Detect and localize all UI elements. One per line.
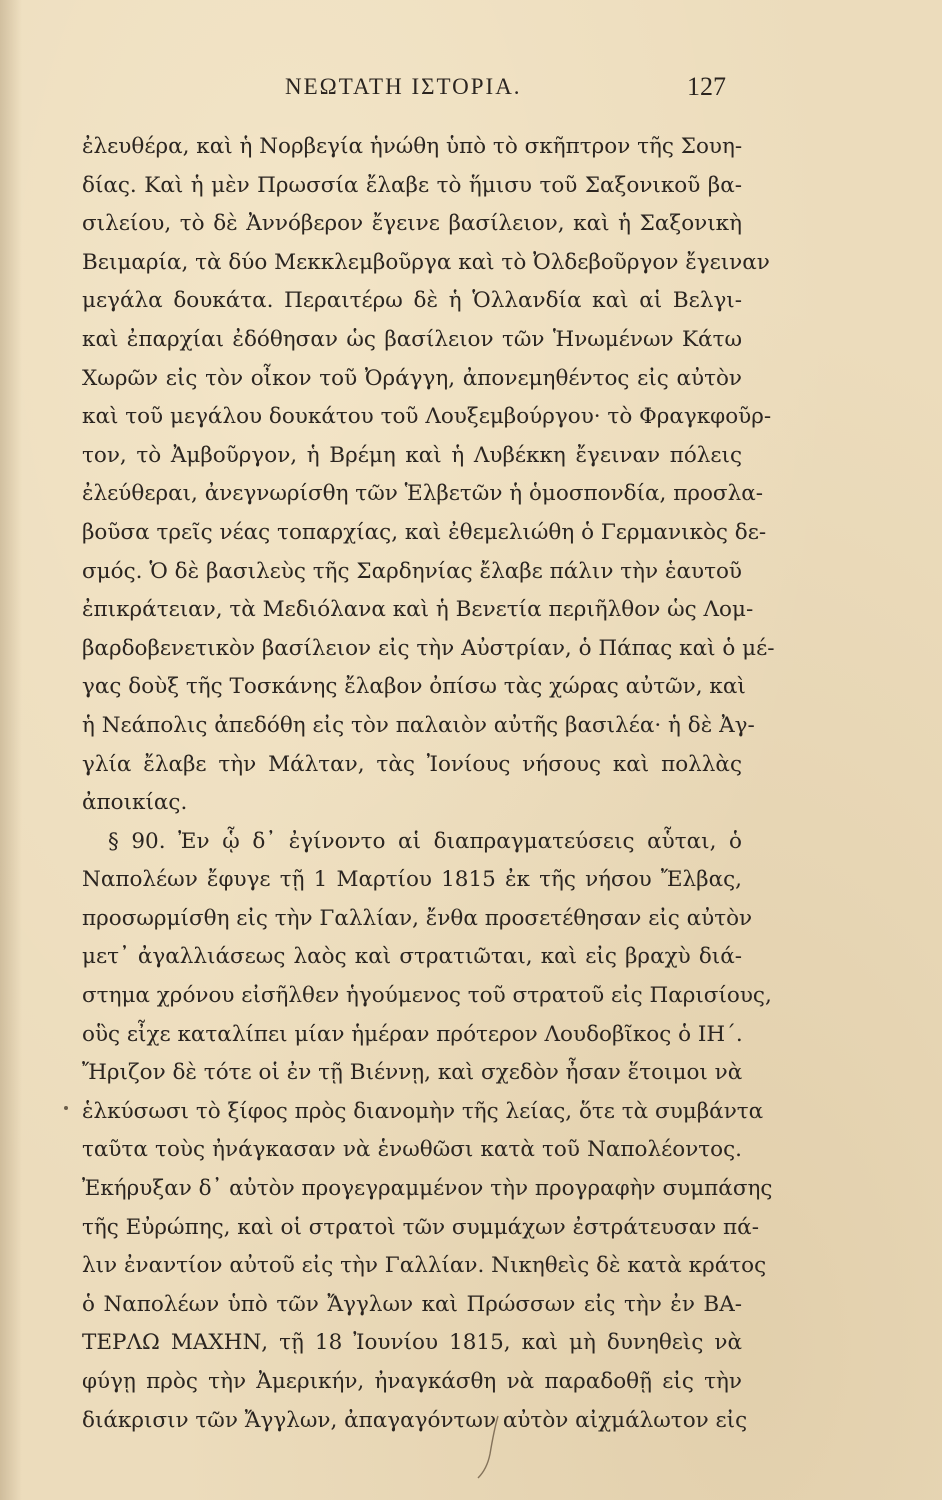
text-line: ὁ Ναπολέων ὑπὸ τῶν Ἄγγλων καὶ Πρώσσων εἰς τὴν ἐν ΒΑ- <box>82 1291 742 1317</box>
text-line: ἐλευθέρα, καὶ ἡ Νορβεγία ἡνώθη ὑπὸ τὸ σκῆπτρον τῆς Σουη- <box>82 134 743 159</box>
text-line: στημα χρόνου εἰσῆλθεν ἡγούμενος τοῦ στρατοῦ εἰς Παρισίους, <box>82 983 772 1009</box>
text-line: καὶ τοῦ μεγάλου δουκάτου τοῦ Λουξεμβούργου· τὸ Φραγκφοῦρ- <box>82 404 772 430</box>
text-line: γλία ἔλαβε τὴν Μάλταν, τὰς Ἰονίους νήσους καὶ πολλὰς <box>82 751 742 777</box>
text-line: Χωρῶν εἰς τὸν οἶκον τοῦ Ὀράγγη, ἀπονεμηθέντος εἰς αὐτὸν <box>82 365 742 391</box>
text-line: δίας. Καὶ ἡ μὲν Πρωσσία ἔλαβε τὸ ἥμισυ τοῦ Σαξονικοῦ βα- <box>82 172 742 198</box>
text-line: Ἐκήρυξαν δ᾽ αὐτὸν προγεγραμμένον τὴν προγραφὴν συμπάσης <box>82 1176 773 1202</box>
text-line: διάκρισιν τῶν Ἄγγλων, ἀπαγαγόντων αὐτὸν αἰχμάλωτον εἰς <box>82 1407 748 1433</box>
text-line: φύγῃ πρὸς τὴν Ἀμερικήν, ἠναγκάσθη νὰ παραδοθῇ εἰς τὴν <box>82 1369 742 1394</box>
text-line: ἐπικράτειαν, τὰ Μεδιόλανα καὶ ἡ Βενετία περιῆλθον ὡς Λομ- <box>82 597 754 623</box>
text-line: βαρδοβενετικὸν βασίλειον εἰς τὴν Αὐστρίαν, ὁ Πάπας καὶ ὁ μέ- <box>82 635 775 661</box>
running-head <box>0 74 942 110</box>
text-line: λιν ἐναντίον αὐτοῦ εἰς τὴν Γαλλίαν. Νικηθεὶς δὲ κατὰ κράτος <box>82 1253 767 1279</box>
text-line: οὓς εἶχε καταλίπει μίαν ἡμέραν πρότερον Λουδοβῖκος ὁ ΙΗ΄. <box>82 1021 743 1047</box>
text-line: Βειμαρία, τὰ δύο Μεκκλεμβοῦργα καὶ τὸ Ὀλδεβοῦργον ἔγειναν <box>82 249 770 275</box>
text-line: βοῦσα τρεῖς νέας τοπαρχίας, καὶ ἐθεμελιώθη ὁ Γερμανικὸς δε- <box>82 519 767 545</box>
text-line: ΤΕΡΛΩ ΜΑΧΗΝ, τῇ 18 Ἰουνίου 1815, καὶ μὴ δυνηθεὶς νὰ <box>82 1330 742 1356</box>
text-line: τῆς Εὐρώπης, καὶ οἱ στρατοὶ τῶν συμμάχων ἐστράτευσαν πά- <box>82 1214 759 1240</box>
text-line: ἡ Νεάπολις ἀπεδόθη εἰς τὸν παλαιὸν αὐτῆς βασιλέα· ἡ δὲ Ἀγ- <box>82 712 755 738</box>
section-heading-line: § 90. Ἐν ᾧ δ᾽ ἐγίνοντο αἱ διαπραγματεύσεις αὗται, ὁ <box>108 828 742 854</box>
text-line: ἐλεύθεραι, ἀνεγνωρίσθη τῶν Ἑλβετῶν ἡ ὁμοσπονδία, προσλα- <box>82 481 763 507</box>
pencil-stroke-mark <box>470 1412 510 1482</box>
body-text <box>82 128 775 1440</box>
text-line: καὶ ἐπαρχίαι ἐδόθησαν ὡς βασίλειον τῶν Ἡνωμένων Κάτω <box>82 326 742 352</box>
text-line: μετ᾽ ἀγαλλιάσεως λαὸς καὶ στρατιῶται, καὶ εἰς βραχὺ διά- <box>82 944 742 970</box>
text-line: τον, τὸ Ἀμβοῦργον, ἡ Βρέμη καὶ ἡ Λυβέκκη ἔγειναν πόλεις <box>82 442 742 468</box>
paragraph-end-line: ἀποικίας. <box>82 790 188 816</box>
text-line: Ναπολέων ἔφυγε τῇ 1 Μαρτίου 1815 ἐκ τῆς νήσου Ἔλβας, <box>82 867 742 893</box>
text-line: ταῦτα τοὺς ἠνάγκασαν νὰ ἑνωθῶσι κατὰ τοῦ Ναπολέοντος. <box>82 1137 742 1163</box>
text-line: σμός. Ὁ δὲ βασιλεὺς τῆς Σαρδηνίας ἔλαβε πάλιν τὴν ἑαυτοῦ <box>82 558 742 584</box>
text-line: σιλείου, τὸ δὲ Ἀννόβερον ἔγεινε βασίλειον, καὶ ἡ Σαξονικὴ <box>82 211 742 237</box>
text-line: Ἤριζον δὲ τότε οἱ ἐν τῇ Βιέννῃ, καὶ σχεδὸν ἦσαν ἕτοιμοι νὰ <box>82 1060 743 1086</box>
page-number: 127 <box>687 72 726 101</box>
text-line: ἑλκύσωσι τὸ ξίφος πρὸς διανομὴν τῆς λείας, ὅτε τὰ συμβάντα <box>82 1098 764 1124</box>
text-line: μεγάλα δουκάτα. Περαιτέρω δὲ ἡ Ὁλλανδία καὶ αἱ Βελγι- <box>82 288 742 314</box>
text-line: γας δοὺξ τῆς Τοσκάνης ἔλαβον ὀπίσω τὰς χώρας αὐτῶν, καὶ <box>82 674 746 700</box>
text-line: προσωρμίσθη εἰς τὴν Γαλλίαν, ἔνθα προσετέθησαν εἰς αὐτὸν <box>82 905 753 931</box>
running-title: ΝΕΩΤΑΤΗ ΙΣΤΟΡΙΑ. <box>285 74 522 99</box>
ink-dot-mark <box>64 1106 68 1110</box>
